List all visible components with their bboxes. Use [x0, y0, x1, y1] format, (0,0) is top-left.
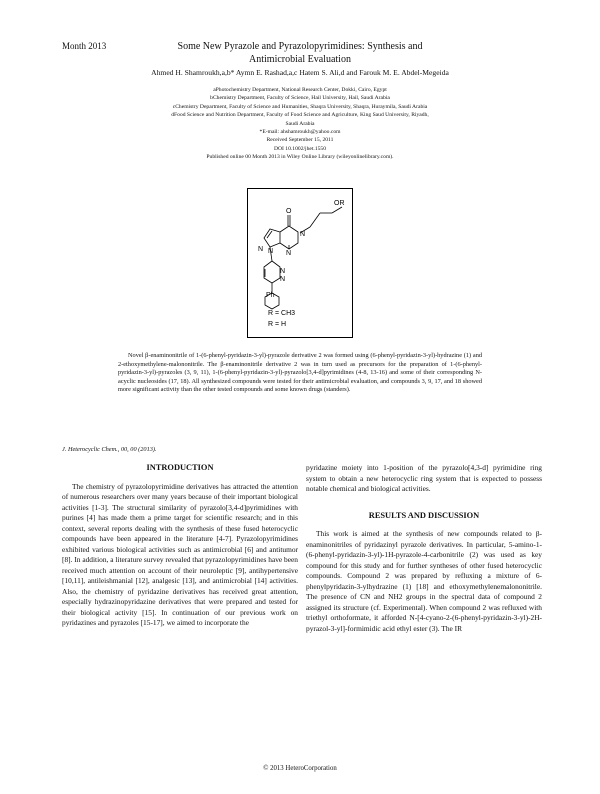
author-email[interactable]: *E-mail: ahshamroukh@yahoo.com: [259, 129, 341, 136]
fig-label-n2: N: [286, 250, 292, 257]
results-heading: RESULTS AND DISCUSSION: [368, 510, 480, 520]
fig-label-or: OR: [334, 200, 345, 207]
fig-label-r2: R = H: [268, 321, 287, 328]
abstract: Novel β-enaminonitrile of 1-(6-phenyl-pyridazin-3-yl)-pyrazole derivative 2 was formed using (6-phenyl-pyridazin-3-yl)-hydrazine (1) and 2-ethoxymethylene-malononitrile. The β-enaminonitrile derivative 2 was in turn used as precursors for the preparation of 1-(6-phenyl-pyridazin-3-yl)-pyrazoles (3, 9, 11), 1-(6-phenyl-pyridazin-3-yl)-pyrazolo[3,4-d]pyrimidines (4-8, 13-16) and some of their corresponding N-acyclic nucleosides (17, 18). All synthesized compounds were tested for their antimicrobial evaluation, and compounds 3, 9, 17, and 18 showed more significant activity than the other tested compounds and some known drugs (standers).: [118, 352, 482, 394]
affiliation-d: dFood Science and Nutrition Department, Faculty of Food Science and Agriculture, King Saud University, Riyadh,: [171, 112, 429, 119]
left-column: [62, 463, 298, 629]
paper-title: [150, 40, 450, 66]
journal-citation: J. Heterocyclic Chem., 00, 00 (2013).: [62, 446, 157, 453]
paper-title-line1: Some New Pyrazole and Pyrazolopyrimidines: Synthesis and: [177, 41, 423, 52]
intro-heading: INTRODUCTION: [146, 463, 214, 472]
author-list: Ahmed H. Shamroukh,a,b* Aymn E. Rashad,a,c Hatem S. Ali,d and Farouk M. E. Abdel-Megeida: [151, 68, 449, 77]
published-online: Published online 00 Month 2013 in Wiley Online Library (wileyonlinelibrary.com).: [206, 154, 394, 161]
header-date: Month 2013: [62, 41, 107, 51]
right-column: [306, 463, 542, 634]
affiliation-b: bChemistry Department, Faculty of Science, Hail University, Hail, Saudi Arabia: [210, 95, 390, 102]
results-paragraph: This work is aimed at the synthesis of new compounds related to β-enaminonitriles of pyridazinyl pyrazole derivatives. In particular, 5-amino-1-(6-phenyl-pyridazin-3-yl)-1H-pyrazole-4-carbonitrile (2) was used as key compound for this study and for further syntheses of other fused heterocyclic compounds. Compound 2 was prepared by refluxing a mixture of 6-phenylpyridazin-3-ylhydrazine (1) [18] and ethoxymethylenemalononitrile. The presence of CN and NH2 groups in the spectral data of compound 2 assigned its structure (cf. Experimental). When compound 2 was refluxed with triethyl orthoformate, it afforded N-[4-cyano-2-(6-phenyl-pyridazin-3-yl)-2H-pyrazol-3-yl]-formimidic acid ethyl ester (3). The IR: [306, 529, 542, 633]
fig-label-n3: N: [258, 246, 264, 253]
affiliation-d-cont: Saudi Arabia: [285, 120, 315, 127]
doi[interactable]: DOI 10.1002/jhet.1550: [273, 145, 327, 152]
page-footer: © 2013 HeteroCorporation: [263, 765, 337, 772]
fig-label-ph: Ph: [266, 292, 275, 299]
fig-label-n5: N: [280, 268, 286, 275]
fig-label-n6: N: [280, 276, 286, 283]
fig-label-n4: N: [268, 248, 274, 255]
fig-label-o: O: [286, 208, 292, 215]
fig-label-n1: N: [300, 231, 306, 238]
fig-label-r1: R = CH3: [268, 310, 296, 317]
affiliations: [95, 86, 505, 162]
affiliation-c: cChemistry Department, Faculty of Science and Humanities, Shaqra University, Shaqra, Huraymila, Saudi Arabia: [172, 103, 428, 110]
molecule-structure: [248, 189, 352, 337]
paper-title-line2: Antimicrobial Evaluation: [249, 54, 351, 65]
intro-paragraph: The chemistry of pyrazolopyrimidine derivatives has attracted the attention of numerous researchers over many years because of their important biological activities [1-3]. The structural similarity of pyrazolo[3,4-d]pyrimidines with purines [4] has made them a prime target for scientific research; and in this context, several reports dealing with the synthesis of these fused heterocyclic compounds have been appeared in the literature [4-7]. Pyrazolopyrimidines exhibited various biological activities such as antimicrobial [6] and antitumor [8]. In addition, a literature survey revealed that pyrazolopyrimidines have been received much attention on account of their neuroleptic [9], antihypertensive [10,11], antileishmanial [12], analgesic [13], and antimicrobial [14] activities. Also, the chemistry of pyridazine derivatives has received great attention, especially hydrazinopyridazine derivatives that were prepared and tested for their biological activity [15]. In continuation of our previous work on pyridazines and pyrazoles [15-17], we aimed to incorporate the: [62, 481, 298, 627]
affiliation-a: aPhotochemistry Department, National Research Center, Dokki, Cairo, Egypt: [213, 87, 387, 93]
received-date: Received September 15, 2011: [266, 137, 334, 144]
graphical-abstract: [247, 188, 353, 338]
intro-continuation: pyridazine moiety into 1-position of the pyrazolo[4,3-d] pyrimidine ring system to obtain a new heterocyclic ring system that is expected to possess notable chemical and biological activities.: [306, 463, 542, 493]
